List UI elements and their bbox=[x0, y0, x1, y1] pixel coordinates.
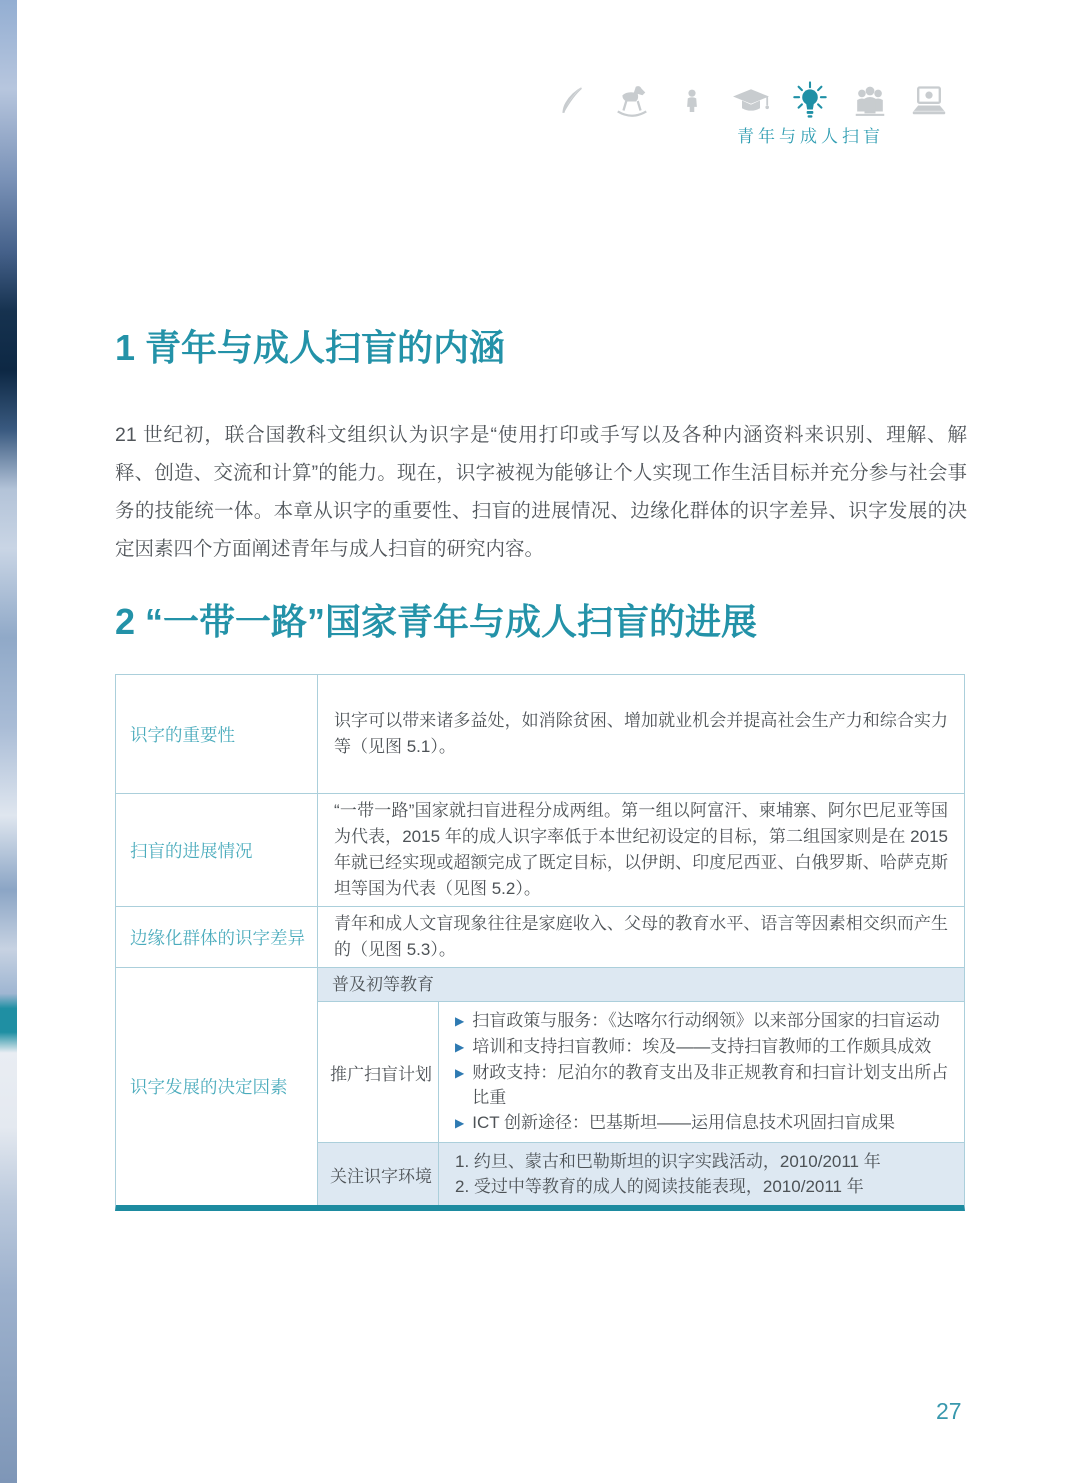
rocking-horse-icon bbox=[611, 80, 653, 122]
laptop-icon bbox=[908, 80, 950, 122]
row-label: 扫盲的进展情况 bbox=[116, 794, 318, 906]
chapter-title-label: 青年与成人扫盲 bbox=[737, 127, 884, 146]
row-content: 青年和成人文盲现象往往是家庭收入、父母的教育水平、语言等因素相交织而产生的（见图 5.3）。 bbox=[334, 914, 948, 959]
row-label: 边缘化群体的识字差异 bbox=[116, 907, 318, 967]
subrow-content bbox=[439, 1143, 964, 1205]
bullet-item bbox=[455, 1060, 954, 1110]
bullet-arrow-icon: ▶ bbox=[455, 1116, 465, 1130]
page-edge-photo-strip bbox=[0, 0, 17, 1483]
bullet-text: 财政支持：尼泊尔的教育支出及非正规教育和扫盲计划支出所占比重 bbox=[472, 1063, 949, 1107]
lightbulb-icon bbox=[789, 80, 831, 122]
numbered-item: 1. 约旦、蒙古和巴勒斯坦的识字实践活动，2010/2011 年 bbox=[455, 1152, 881, 1171]
table-subrow bbox=[318, 1142, 964, 1205]
table-row bbox=[116, 675, 964, 793]
table-row bbox=[116, 967, 964, 1205]
table-row bbox=[116, 906, 964, 967]
quill-icon bbox=[552, 80, 594, 122]
row-label: 识字的重要性 bbox=[116, 675, 318, 793]
literacy-progress-table bbox=[115, 674, 965, 1211]
bullet-text: 培训和支持扫盲教师：埃及——支持扫盲教师的工作颇具成效 bbox=[472, 1037, 932, 1056]
page-number: 27 bbox=[936, 1398, 962, 1424]
bullet-arrow-icon: ▶ bbox=[455, 1066, 465, 1080]
row-content: 识字可以带来诸多益处，如消除贫困、增加就业机会并提高社会生产力和综合实力等（见图 5.1）。 bbox=[334, 711, 948, 756]
section-1-paragraph: 21 世纪初，联合国教科文组织认为识字是“使用打印或手写以及各种内涵资料来识别、理解、解释、创造、交流和计算”的能力。现在，识字被视为能够让个人实现工作生活目标并充分参与社会事务的技能统一体。本章从识字的重要性、扫盲的进展情况、边缘化群体的识字差异、识字发展的决定因素四个方面阐述青年与成人扫盲的研究内容。 bbox=[115, 423, 967, 560]
bullet-arrow-icon: ▶ bbox=[455, 1040, 465, 1054]
row-content: “一带一路”国家就扫盲进程分成两组。第一组以阿富汗、柬埔寨、阿尔巴尼亚等国为代表，2015 年的成人识字率低于本世纪初设定的目标，第二组国家则是在 2015 年就已经实现或超额完成了既定目标，以伊朗、印度尼西亚、白俄罗斯、哈萨克斯坦等国为代表（见图 5.2）。 bbox=[334, 801, 948, 898]
table-row bbox=[116, 793, 964, 906]
bullet-arrow-icon: ▶ bbox=[455, 1014, 465, 1028]
numbered-item: 2. 受过中等教育的成人的阅读技能表现，2010/2011 年 bbox=[455, 1177, 864, 1196]
bullet-item bbox=[455, 1110, 954, 1136]
bullet-text: 扫盲政策与服务：《达喀尔行动纲领》以来部分国家的扫盲运动 bbox=[472, 1011, 940, 1030]
subrow-label: 关注识字环境 bbox=[318, 1143, 439, 1205]
table-subrow bbox=[318, 1002, 964, 1142]
bullet-item bbox=[455, 1008, 954, 1034]
bullet-text: ICT 创新途径：巴基斯坦——运用信息技术巩固扫盲成果 bbox=[472, 1113, 896, 1132]
section-2-heading: 2 “一带一路”国家青年与成人扫盲的进展 bbox=[115, 601, 758, 642]
section-1-heading: 1 青年与成人扫盲的内涵 bbox=[115, 327, 506, 368]
graduation-cap-icon bbox=[730, 80, 772, 122]
people-group-icon bbox=[849, 80, 891, 122]
chapter-icon-strip bbox=[552, 78, 950, 124]
subrow-content bbox=[439, 1002, 964, 1142]
row-label: 识字发展的决定因素 bbox=[116, 968, 318, 1205]
child-icon bbox=[671, 80, 713, 122]
subrow-banner: 普及初等教育 bbox=[318, 968, 964, 1002]
row-subtable bbox=[318, 968, 964, 1205]
bullet-item bbox=[455, 1034, 954, 1060]
subrow-label: 推广扫盲计划 bbox=[318, 1002, 439, 1142]
